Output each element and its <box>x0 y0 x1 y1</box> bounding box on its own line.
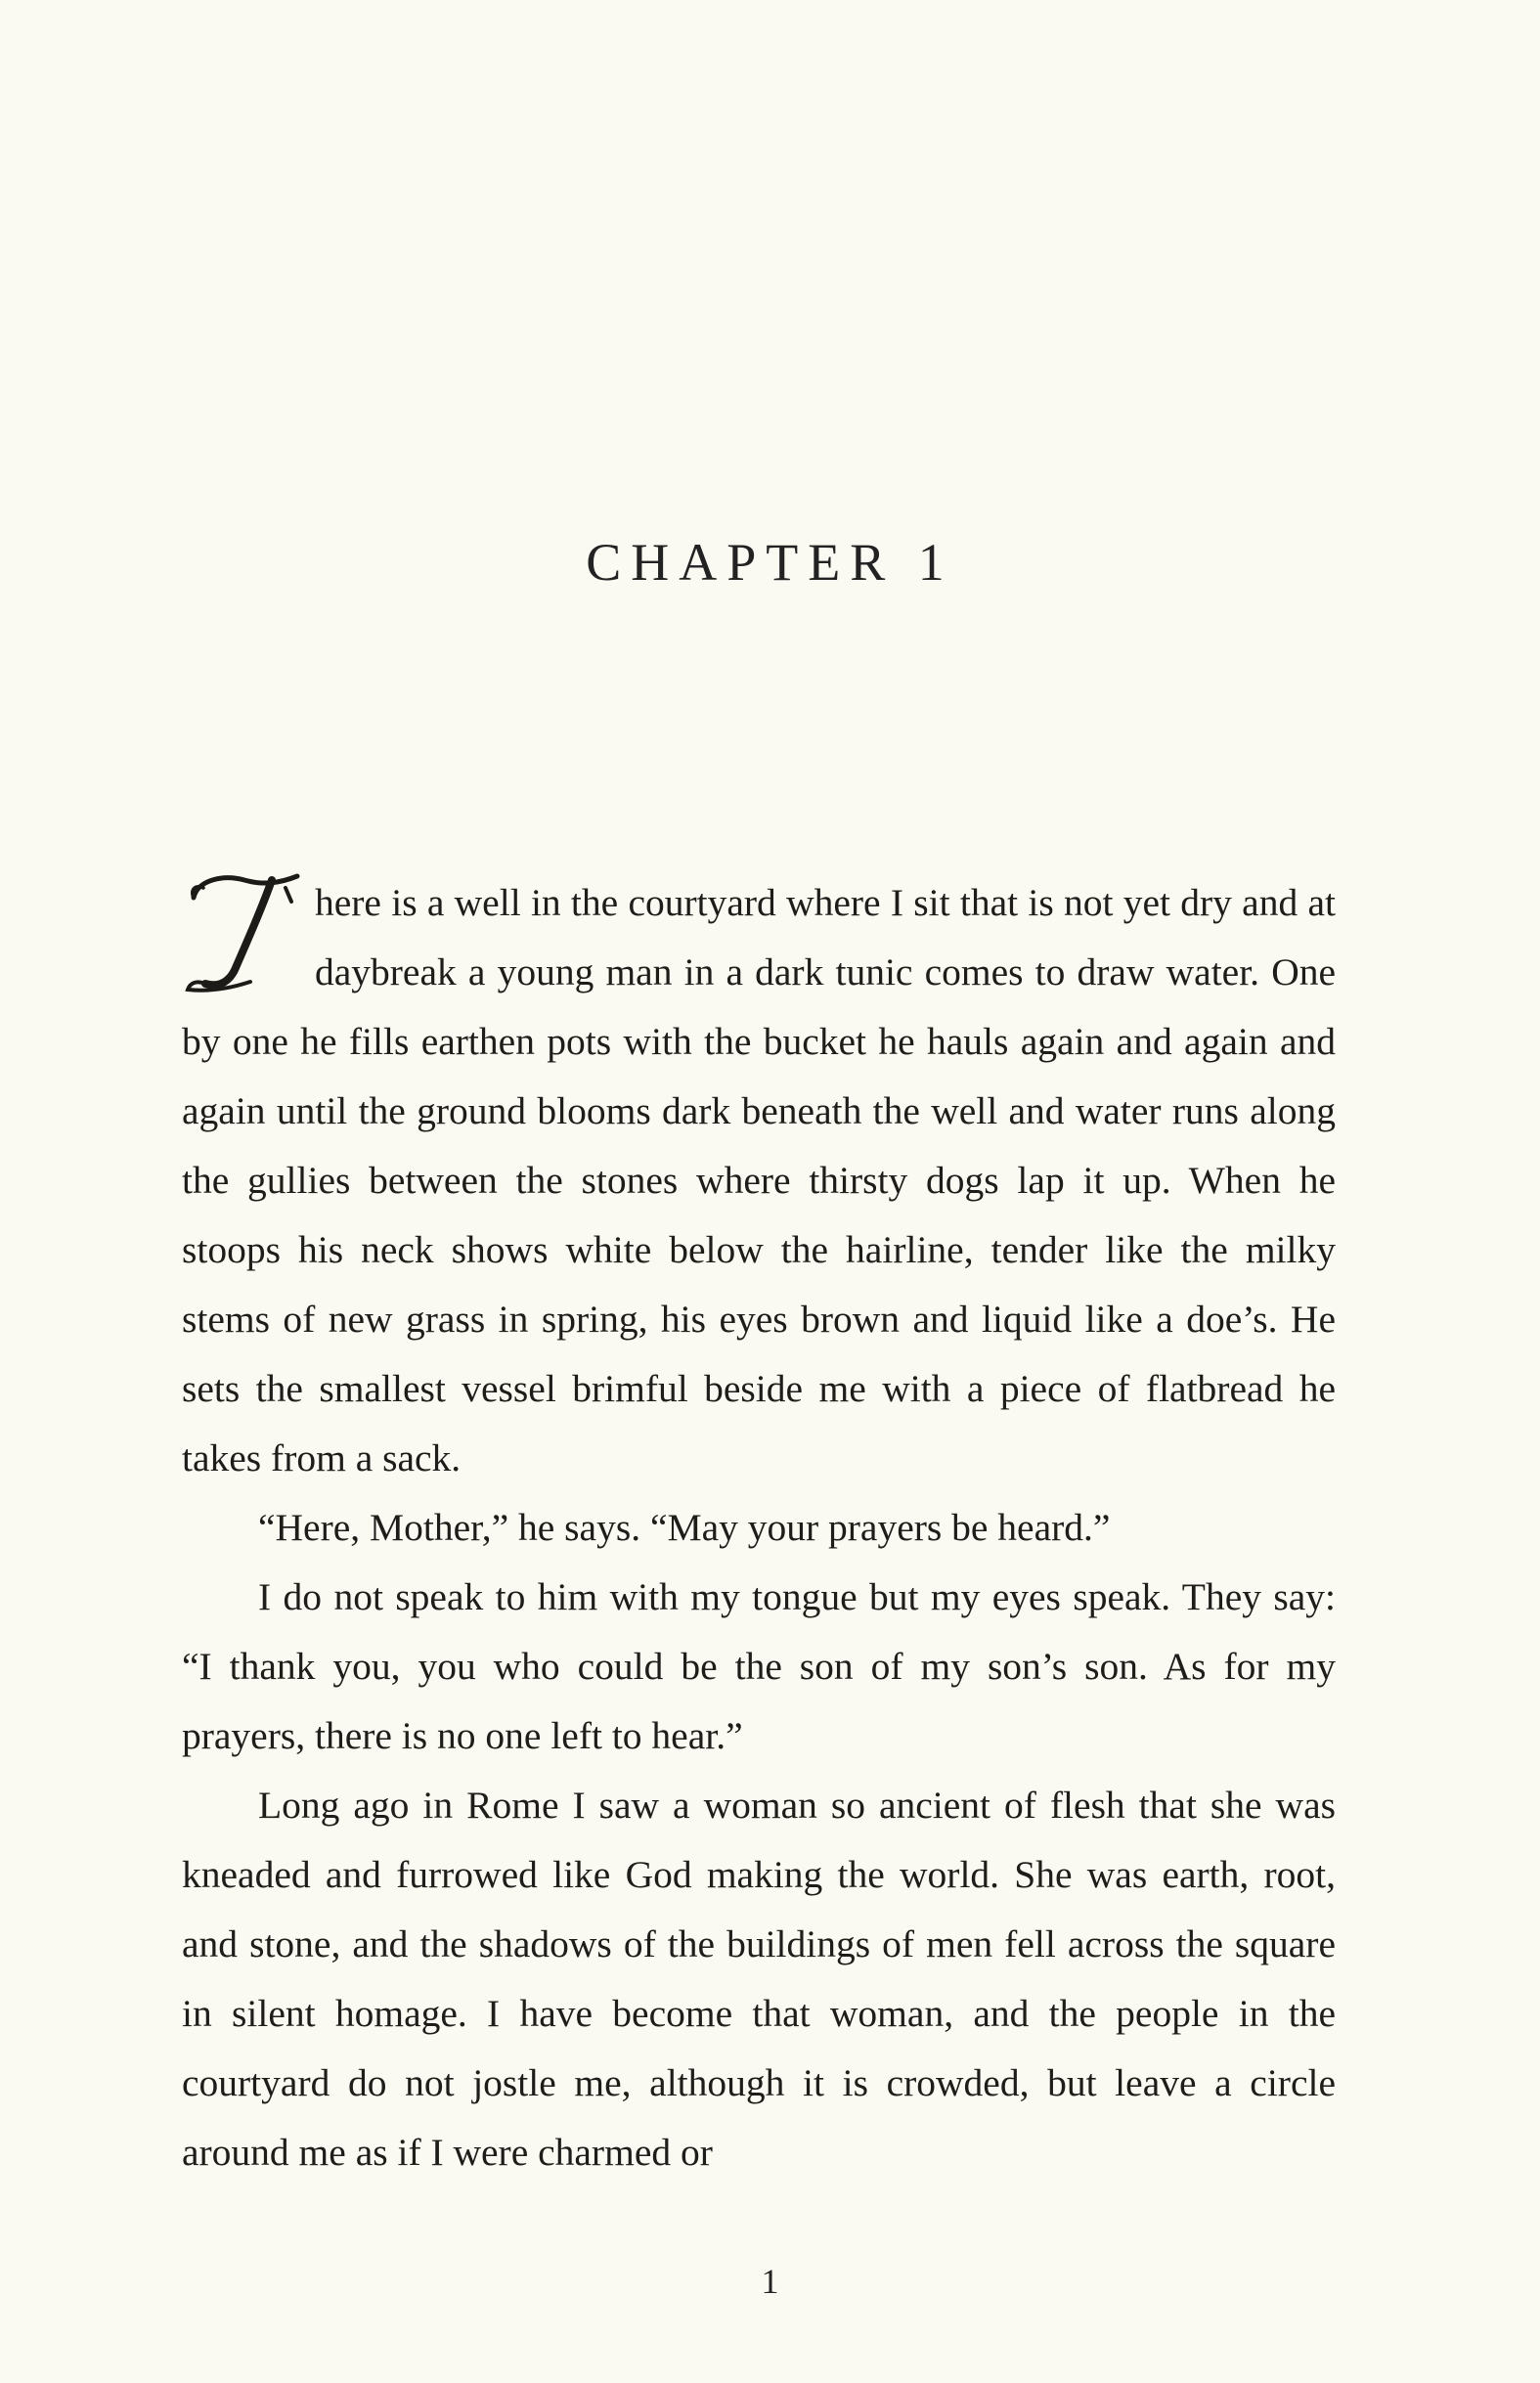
page-number: 1 <box>761 2262 779 2301</box>
paragraph: I do not speak to him with my tongue but my eyes speak. They say: “I thank you, you who could be the son of my son’s son. As for my prayers, there is no one left to hear.” <box>182 1575 1336 1757</box>
paragraph: Long ago in Rome I saw a woman so ancient of flesh that she was kneaded and furrowed like God making the world. She was earth, root, and stone, and the shadows of the buildings of men fell across the square in silent homage. I have become that woman, and the people in the courtyard do not jostle me, although it is crowded, but leave a circle around me as if I were charmed or <box>182 1784 1336 2174</box>
drop-cap-letter <box>176 868 307 997</box>
opening-paragraph <box>182 868 1336 1493</box>
paragraph: “Here, Mother,” he says. “May your prayers be heard.” <box>258 1506 1111 1549</box>
paragraph-text: here is a well in the courtyard where I sit that is not yet dry and at daybreak a young man in a dark tunic comes to draw water. One by one he fills earthen pots with the bucket he hauls again and again and again until the ground blooms dark beneath the well and water runs along the gullies between the stones where thirsty dogs lap it up. When he stoops his neck shows white below the hairline, tender like the milky stems of new grass in spring, his eyes brown and liquid like a doe’s. He sets the smallest vessel brimful beside me with a piece of flatbread he takes from a sack. <box>182 881 1336 1479</box>
chapter-title: CHAPTER 1 <box>586 533 954 592</box>
chapter-body <box>182 868 1336 2187</box>
